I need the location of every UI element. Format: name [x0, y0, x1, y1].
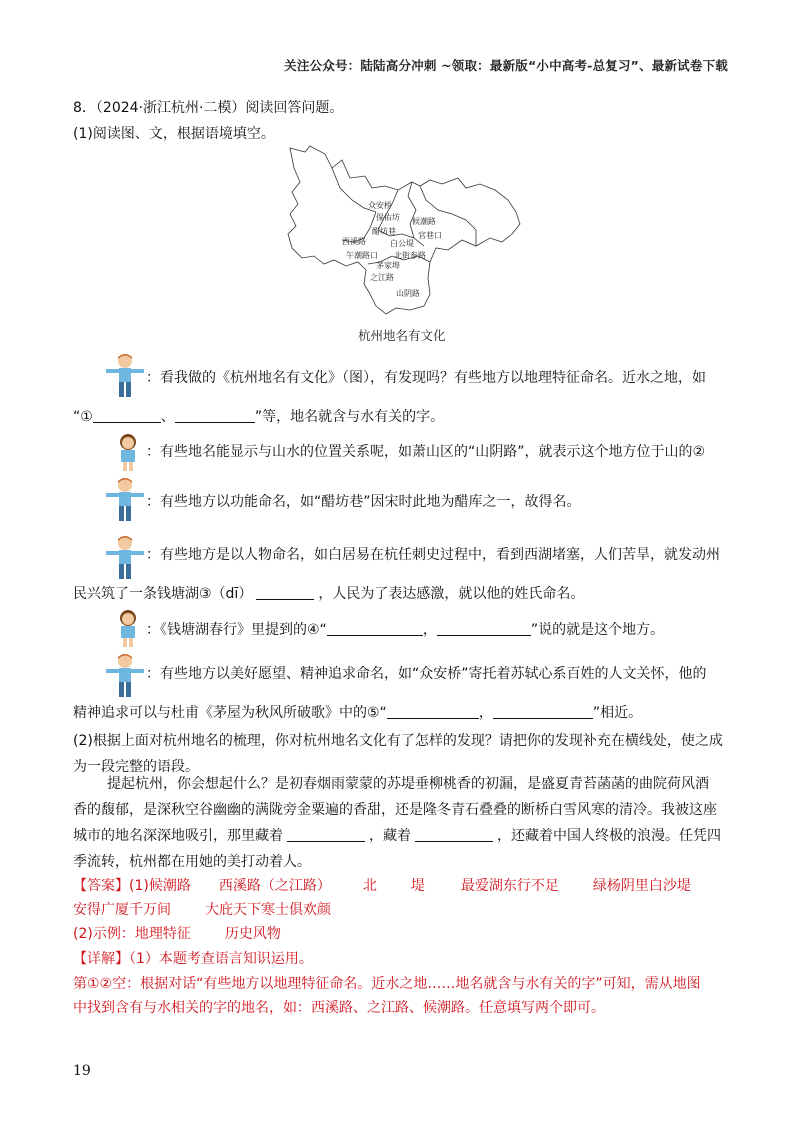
passage-line-4: 季流转，杭州都在用她的美打动着人。 — [73, 854, 311, 870]
svg-text:白公堤: 白公堤 — [390, 239, 414, 248]
boy-avatar-icon — [104, 652, 146, 700]
blank-4a[interactable] — [327, 621, 423, 636]
part2-instruction-a: (2)根据上面对杭州地名的梳理，你对杭州地名文化有了怎样的发现？请把你的发现补充在横线处，使之成 — [73, 733, 723, 749]
svg-text:茅家埠: 茅家埠 — [376, 261, 400, 270]
blank-1a[interactable] — [93, 408, 161, 423]
boy-avatar-icon — [104, 534, 146, 582]
boy-avatar-icon — [104, 352, 146, 400]
passage-line-3: 城市的地名深深地吸引，那里藏着 ，藏着 ，还藏着中国人终极的浪漫。任凭四 — [73, 828, 721, 844]
answer-label: 【答案】 — [73, 878, 129, 894]
dialogue-4b: 民兴筑了一条钱塘湖③（dī） ，人民为了表达感激，就以他的姓氏命名。 — [73, 586, 585, 602]
detail-explanation-1: 第①②空：根据对话“有些地方以地理特征命名。近水之地……地名就含与水有关的字”可知，需从地图 — [73, 976, 701, 992]
answer-line-2: 安得广厦千万间 大庇天下寒士俱欢颜 — [73, 902, 331, 918]
svg-text:众安桥: 众安桥 — [368, 201, 392, 210]
answer-line-1: 【答案】(1)候潮路 西溪路（之江路） 北 堤 最爱湖东行不足 绿杨阴里白沙堤 — [73, 878, 691, 894]
page-header: 关注公众号：陆陆高分冲刺 ~领取：最新版“小中高考-总复习”、最新试卷下载 — [284, 58, 728, 73]
blank-3[interactable] — [256, 585, 314, 600]
blank-4b[interactable] — [437, 621, 531, 636]
dialogue-6b: 精神追求可以与杜甫《茅屋为秋风所破歌》中的⑤“ ， ”相近。 — [73, 705, 643, 721]
svg-text:之江路: 之江路 — [370, 273, 394, 282]
blank-5b[interactable] — [493, 704, 593, 719]
passage-line-1: 提起杭州，你会想起什么？是初春烟雨蒙蒙的苏堤垂柳桃香的初漏，是盛夏青苔菡菡的曲院荷风酒 — [107, 776, 709, 792]
hangzhou-map — [280, 138, 530, 318]
blank-5a[interactable] — [387, 704, 479, 719]
blank-p2b[interactable] — [415, 827, 493, 842]
dialogue-3: ：有些地方以功能命名，如“醋坊巷”因宋时此地为醋库之一，故得名。 — [146, 494, 581, 510]
blank-1b[interactable] — [175, 408, 255, 423]
page-number: 19 — [73, 1063, 91, 1079]
svg-text:保佑坊: 保佑坊 — [376, 213, 400, 222]
detail-heading: 【详解】（1）本题考查语言知识运用。 — [73, 951, 313, 967]
svg-text:山阴路: 山阴路 — [396, 289, 420, 298]
svg-text:西溪路: 西溪路 — [342, 237, 366, 246]
svg-text:北街参路: 北街参路 — [394, 251, 426, 260]
question-title: 8．（2024·浙江杭州·二模）阅读回答问题。 — [73, 100, 344, 116]
map-inner-boundary — [332, 168, 476, 264]
part1-instruction: (1)阅读图、文，根据语境填空。 — [73, 126, 275, 142]
girl-avatar-icon — [114, 608, 142, 648]
dialogue-1b: “① 、 ”等，地名就含与水有关的字。 — [73, 409, 445, 425]
girl-avatar-icon — [114, 432, 142, 472]
dialogue-6a: ：有些地方以美好愿望、精神追求命名，如“众安桥”寄托着苏轼心系百姓的人文关怀，他的 — [146, 666, 707, 682]
map-caption: 杭州地名有文化 — [358, 328, 446, 343]
detail-label: 【详解】 — [73, 951, 129, 967]
dialogue-1a: ：看我做的《杭州地名有文化》（图），有发现吗？有些地方以地理特征命名。近水之地，如 — [146, 370, 706, 386]
passage-line-2: 香的馥郁，是深秋空谷幽幽的满陇旁金粟遍的香甜，还是隆冬青石叠叠的断桥白雪风寒的清冷。我被这座 — [73, 802, 717, 818]
answer-line-3: (2)示例：地理特征 历史风物 — [73, 926, 281, 942]
svg-text:官巷口: 官巷口 — [418, 231, 442, 240]
svg-text:候潮路: 候潮路 — [412, 217, 436, 226]
dialogue-2: ：有些地名能显示与山水的位置关系呢，如萧山区的“山阴路”，就表示这个地方位于山的② — [146, 444, 706, 460]
part2-instruction-b: 为一段完整的语段。 — [73, 759, 199, 775]
svg-text:醋坊巷: 醋坊巷 — [372, 227, 396, 236]
dialogue-5: ：《钱塘湖春行》里提到的④“ ， ”说的就是这个地方。 — [146, 622, 665, 638]
dialogue-4a: ：有些地方是以人物命名，如白居易在杭任刺史过程中，看到西湖堵塞，人们苦旱，就发动州 — [146, 547, 720, 563]
blank-p2a[interactable] — [287, 827, 365, 842]
svg-text:午潮路口: 午潮路口 — [346, 251, 378, 260]
detail-explanation-2: 中找到含有与水相关的字的地名，如：西溪路、之江路、候潮路。任意填写两个即可。 — [73, 1000, 605, 1016]
boy-avatar-icon — [104, 476, 146, 524]
